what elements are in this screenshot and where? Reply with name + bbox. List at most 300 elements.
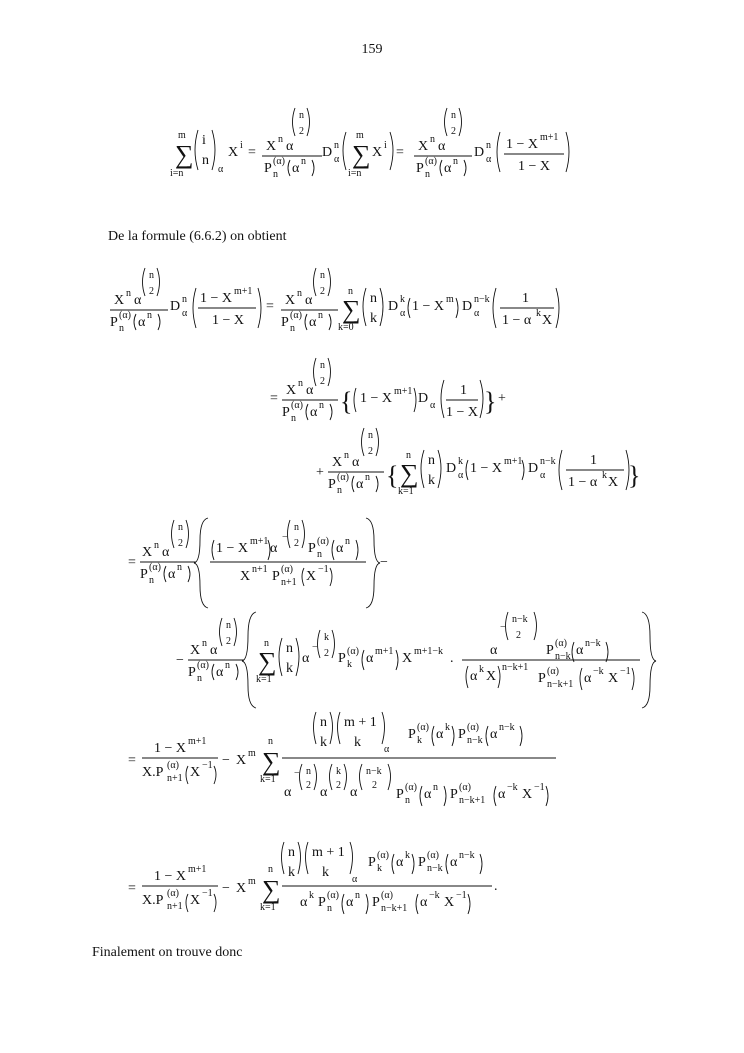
svg-text:n: n xyxy=(425,169,430,180)
svg-text:k: k xyxy=(445,722,450,733)
svg-text:α: α xyxy=(438,139,446,154)
svg-text:(α): (α) xyxy=(291,400,303,411)
svg-text:k: k xyxy=(400,294,405,305)
svg-text:α: α xyxy=(270,541,278,556)
svg-text:k: k xyxy=(347,659,352,670)
svg-text:n: n xyxy=(177,562,182,573)
svg-text:1 − X: 1 − X xyxy=(360,391,393,406)
svg-text:n−k+1: n−k+1 xyxy=(459,795,486,806)
svg-text:(α): (α) xyxy=(417,722,429,733)
svg-text:k: k xyxy=(370,311,377,326)
svg-text:(α): (α) xyxy=(317,536,329,547)
svg-text:α: α xyxy=(396,855,404,870)
svg-text:P: P xyxy=(368,855,376,870)
svg-text:n−k: n−k xyxy=(459,850,475,861)
svg-text:2: 2 xyxy=(336,780,341,791)
svg-text:α: α xyxy=(310,405,318,420)
svg-text:n: n xyxy=(197,673,202,684)
svg-text:n: n xyxy=(202,638,207,649)
equation-7 xyxy=(128,712,556,806)
svg-text:n: n xyxy=(299,110,304,121)
svg-text:α: α xyxy=(584,671,592,686)
svg-text:2: 2 xyxy=(178,538,183,549)
svg-text:n: n xyxy=(368,430,373,441)
svg-text:=: = xyxy=(128,753,136,768)
svg-text:i: i xyxy=(240,140,243,151)
svg-text:n: n xyxy=(344,450,349,461)
svg-text:n: n xyxy=(348,286,353,297)
svg-text:X: X xyxy=(418,139,429,154)
svg-text:α: α xyxy=(498,787,506,802)
svg-text:X: X xyxy=(285,293,296,308)
svg-text:k: k xyxy=(320,735,327,750)
svg-text:m: m xyxy=(248,748,256,759)
svg-text:n: n xyxy=(370,291,377,306)
svg-text:X: X xyxy=(542,313,553,328)
svg-text:2: 2 xyxy=(372,780,377,791)
svg-text:X: X xyxy=(114,293,125,308)
svg-text:2: 2 xyxy=(320,376,325,387)
svg-text:n: n xyxy=(119,323,124,334)
svg-text:(α): (α) xyxy=(425,156,437,167)
svg-text:2: 2 xyxy=(451,126,456,137)
svg-text:m: m xyxy=(356,130,364,141)
svg-text:(α): (α) xyxy=(197,660,209,671)
svg-text:n: n xyxy=(297,288,302,299)
svg-text:m+1: m+1 xyxy=(188,864,207,875)
svg-text:n: n xyxy=(154,540,159,551)
equation-2 xyxy=(110,268,559,334)
svg-text:α: α xyxy=(134,293,142,308)
svg-text:α: α xyxy=(486,154,492,165)
intro-text: De la formule (6.6.2) on obtient xyxy=(108,229,287,244)
svg-text:1 − X: 1 − X xyxy=(518,159,551,174)
svg-text:P: P xyxy=(396,787,404,802)
svg-text:n−k+1: n−k+1 xyxy=(547,679,574,690)
svg-text:n: n xyxy=(298,378,303,389)
sum-symbol: ∑ xyxy=(175,140,194,169)
svg-text:α: α xyxy=(138,315,146,330)
svg-text:n+1: n+1 xyxy=(167,773,183,784)
svg-text:−1: −1 xyxy=(318,564,329,575)
svg-text:α: α xyxy=(490,643,498,658)
svg-text:k: k xyxy=(322,865,329,880)
svg-text:n+1: n+1 xyxy=(252,564,268,575)
svg-text:m + 1: m + 1 xyxy=(312,845,345,860)
svg-text:−1: −1 xyxy=(456,890,467,901)
svg-text:−: − xyxy=(282,532,288,543)
svg-text:−: − xyxy=(380,555,388,570)
svg-text:n−k: n−k xyxy=(427,863,443,874)
svg-text:n: n xyxy=(319,400,324,411)
svg-text:α: α xyxy=(334,154,340,165)
svg-text:1: 1 xyxy=(522,291,529,306)
fraction-denominator: P xyxy=(264,161,272,176)
svg-text:n: n xyxy=(178,522,183,533)
svg-text:k: k xyxy=(536,308,541,319)
sum-upper-limit: m xyxy=(178,130,186,141)
svg-text:1: 1 xyxy=(590,453,597,468)
svg-text:P: P xyxy=(546,643,554,658)
svg-text:−: − xyxy=(500,622,506,633)
svg-text:(α): (α) xyxy=(555,638,567,649)
svg-text:−1: −1 xyxy=(620,666,631,677)
svg-text:n: n xyxy=(365,472,370,483)
svg-text:α: α xyxy=(576,643,584,658)
svg-text:n−k+1: n−k+1 xyxy=(381,903,408,914)
page-number: 159 xyxy=(361,42,383,57)
svg-text:n−k: n−k xyxy=(474,294,490,305)
svg-text:n+1: n+1 xyxy=(167,901,183,912)
svg-text:2: 2 xyxy=(306,780,311,791)
svg-text:D: D xyxy=(474,145,485,160)
svg-text:(α): (α) xyxy=(167,888,179,899)
svg-text:n: n xyxy=(345,536,350,547)
svg-text:n: n xyxy=(278,134,283,145)
svg-text:−k: −k xyxy=(429,890,440,901)
svg-text:n−k+1: n−k+1 xyxy=(502,662,529,673)
equation-6 xyxy=(176,612,656,708)
svg-text:m+1: m+1 xyxy=(394,386,413,397)
svg-text:(α): (α) xyxy=(459,782,471,793)
svg-text:(α): (α) xyxy=(547,666,559,677)
svg-text:k: k xyxy=(286,661,293,676)
svg-text:−: − xyxy=(312,642,318,653)
svg-text:n: n xyxy=(147,310,152,321)
svg-text:n: n xyxy=(264,638,269,649)
svg-text:(α): (α) xyxy=(149,562,161,573)
svg-text:X: X xyxy=(306,569,317,584)
svg-text:1 − X: 1 − X xyxy=(212,313,245,328)
equation-1 xyxy=(170,108,569,180)
svg-text:X: X xyxy=(402,651,413,666)
svg-text:−1: −1 xyxy=(534,782,545,793)
d-alpha-operator: D xyxy=(322,145,333,160)
svg-text:1 − X: 1 − X xyxy=(506,137,539,152)
svg-text:∑: ∑ xyxy=(342,295,361,324)
svg-text:2: 2 xyxy=(324,648,329,659)
svg-text:P: P xyxy=(538,671,546,686)
svg-text:α: α xyxy=(436,727,444,742)
svg-text:2: 2 xyxy=(299,126,304,137)
svg-text:n: n xyxy=(301,156,306,167)
svg-text:n: n xyxy=(327,903,332,914)
svg-text:α: α xyxy=(300,895,308,910)
svg-text:α: α xyxy=(352,874,358,885)
conclusion-text: Finalement on trouve donc xyxy=(92,945,243,960)
svg-text:X: X xyxy=(236,753,247,768)
svg-text:n: n xyxy=(294,522,299,533)
svg-text:α: α xyxy=(182,308,188,319)
svg-text:{: { xyxy=(340,387,353,416)
svg-text:X: X xyxy=(190,643,201,658)
svg-text:X: X xyxy=(236,881,247,896)
svg-text:k: k xyxy=(479,664,484,675)
svg-text:1 − X: 1 − X xyxy=(446,405,479,420)
svg-text:X: X xyxy=(372,145,383,160)
svg-text:P: P xyxy=(338,651,346,666)
svg-text:n: n xyxy=(453,156,458,167)
svg-text:n: n xyxy=(291,413,296,424)
svg-text:P: P xyxy=(110,315,118,330)
x-power-i: X xyxy=(228,145,239,160)
svg-text:.: . xyxy=(450,651,454,666)
svg-text:(α): (α) xyxy=(377,850,389,861)
svg-text:2: 2 xyxy=(149,286,154,297)
binom-bottom: n xyxy=(202,153,209,168)
svg-text:α: α xyxy=(320,785,328,800)
svg-text:P: P xyxy=(328,477,336,492)
svg-text:X: X xyxy=(190,765,201,780)
svg-text:=: = xyxy=(128,881,136,896)
svg-text:α: α xyxy=(162,545,170,560)
svg-text:(α): (α) xyxy=(327,890,339,901)
svg-text:+: + xyxy=(316,465,324,480)
svg-text:D: D xyxy=(170,299,181,314)
svg-text:D: D xyxy=(388,299,399,314)
svg-text:α: α xyxy=(350,785,358,800)
svg-text:1 − X: 1 − X xyxy=(200,291,233,306)
svg-text:α: α xyxy=(286,139,294,154)
svg-text:2: 2 xyxy=(226,636,231,647)
svg-text:n: n xyxy=(149,270,154,281)
svg-text:D: D xyxy=(528,461,539,476)
svg-text:α: α xyxy=(309,315,317,330)
svg-text:n: n xyxy=(320,360,325,371)
svg-text:k=1: k=1 xyxy=(398,486,414,497)
svg-text:(α): (α) xyxy=(337,472,349,483)
svg-text:α: α xyxy=(336,541,344,556)
svg-text:n: n xyxy=(290,323,295,334)
svg-text:k: k xyxy=(288,865,295,880)
binom-right-paren xyxy=(212,130,215,170)
svg-text:1 − X: 1 − X xyxy=(470,461,503,476)
svg-text:n: n xyxy=(273,169,278,180)
svg-text:n: n xyxy=(126,288,131,299)
svg-text:X: X xyxy=(332,455,343,470)
svg-text:n−k: n−k xyxy=(540,456,556,467)
svg-text:α: α xyxy=(292,161,300,176)
equals-sign: = xyxy=(248,145,256,160)
svg-text:m + 1: m + 1 xyxy=(344,715,377,730)
svg-text:α: α xyxy=(302,651,310,666)
svg-text:n: n xyxy=(337,485,342,496)
svg-text:X.P: X.P xyxy=(142,765,164,780)
svg-text:k: k xyxy=(405,850,410,861)
svg-text:n−k: n−k xyxy=(555,651,571,662)
svg-text:n: n xyxy=(451,110,456,121)
svg-text:n: n xyxy=(268,864,273,875)
svg-text:.: . xyxy=(494,879,498,894)
binom-left-paren xyxy=(195,130,198,170)
svg-text:α: α xyxy=(490,727,498,742)
svg-text:k=0: k=0 xyxy=(338,322,354,333)
svg-text:k=1: k=1 xyxy=(260,902,276,913)
svg-text:k: k xyxy=(324,632,329,643)
sum-lower-limit: i=n xyxy=(170,168,184,179)
svg-text:P: P xyxy=(188,665,196,680)
svg-text:n: n xyxy=(334,140,339,151)
equation-5 xyxy=(128,518,388,608)
svg-text:2: 2 xyxy=(368,446,373,457)
svg-text:−1: −1 xyxy=(202,760,213,771)
svg-text:α: α xyxy=(400,308,406,319)
svg-text:P: P xyxy=(282,405,290,420)
equation-8 xyxy=(128,842,498,914)
svg-text:}: } xyxy=(484,387,497,416)
svg-text:α: α xyxy=(305,293,313,308)
svg-text:(α): (α) xyxy=(467,722,479,733)
svg-text:n: n xyxy=(268,736,273,747)
svg-text:1 − α: 1 − α xyxy=(568,475,598,490)
svg-text:n: n xyxy=(149,575,154,586)
svg-text:1: 1 xyxy=(460,383,467,398)
svg-text:m+1: m+1 xyxy=(188,736,207,747)
svg-text:1 − α: 1 − α xyxy=(502,313,532,328)
svg-text:P: P xyxy=(418,855,426,870)
svg-text:n: n xyxy=(286,641,293,656)
svg-text:n−k: n−k xyxy=(499,722,515,733)
svg-text:−: − xyxy=(222,881,230,896)
svg-text:∑: ∑ xyxy=(262,875,281,904)
svg-text:i: i xyxy=(384,140,387,151)
svg-text:α: α xyxy=(216,665,224,680)
svg-text:X: X xyxy=(444,895,455,910)
svg-text:P: P xyxy=(308,541,316,556)
svg-text:P: P xyxy=(140,567,148,582)
svg-text:(α): (α) xyxy=(281,564,293,575)
svg-text:n: n xyxy=(318,310,323,321)
svg-text:n: n xyxy=(405,795,410,806)
svg-text:−k: −k xyxy=(507,782,518,793)
svg-text:m+1: m+1 xyxy=(540,132,559,143)
svg-text:1 − X: 1 − X xyxy=(154,869,187,884)
equation-3 xyxy=(270,358,506,424)
svg-text:α: α xyxy=(384,744,390,755)
svg-text:∑: ∑ xyxy=(258,647,277,676)
svg-text:α: α xyxy=(450,855,458,870)
svg-text:n−k: n−k xyxy=(467,735,483,746)
svg-text:m: m xyxy=(248,876,256,887)
svg-text:1 − X: 1 − X xyxy=(412,299,445,314)
svg-text:n: n xyxy=(355,890,360,901)
svg-text:−: − xyxy=(176,653,184,668)
svg-text:α: α xyxy=(458,470,464,481)
svg-text:X.P: X.P xyxy=(142,893,164,908)
svg-text:D: D xyxy=(462,299,473,314)
svg-text:n+1: n+1 xyxy=(281,577,297,588)
svg-text:P: P xyxy=(272,569,280,584)
svg-text:m+1−k: m+1−k xyxy=(414,646,444,657)
svg-text:α: α xyxy=(470,669,478,684)
svg-text:P: P xyxy=(281,315,289,330)
svg-text:α: α xyxy=(352,455,360,470)
svg-text:α: α xyxy=(430,400,436,411)
svg-text:α: α xyxy=(540,470,546,481)
svg-text:D: D xyxy=(418,391,429,406)
svg-text:=: = xyxy=(270,391,278,406)
svg-text:m+1: m+1 xyxy=(375,646,394,657)
svg-text:P: P xyxy=(408,727,416,742)
svg-text:(α): (α) xyxy=(347,646,359,657)
svg-text:n: n xyxy=(226,620,231,631)
svg-text:X: X xyxy=(486,669,497,684)
svg-text:α: α xyxy=(210,643,218,658)
svg-text:α: α xyxy=(424,787,432,802)
svg-text:k: k xyxy=(602,470,607,481)
svg-text:n: n xyxy=(317,549,322,560)
svg-text:n: n xyxy=(428,453,435,468)
svg-text:m+1: m+1 xyxy=(234,286,253,297)
svg-text:n: n xyxy=(182,294,187,305)
svg-text:m: m xyxy=(446,294,454,305)
svg-text:n−k: n−k xyxy=(585,638,601,649)
svg-text:k: k xyxy=(417,735,422,746)
svg-text:P: P xyxy=(458,727,466,742)
svg-text:X: X xyxy=(608,475,619,490)
svg-text:1 − X: 1 − X xyxy=(154,741,187,756)
svg-text:∑: ∑ xyxy=(262,747,281,776)
svg-text:2: 2 xyxy=(320,286,325,297)
svg-text:k: k xyxy=(354,735,361,750)
svg-text:m+1: m+1 xyxy=(504,456,523,467)
svg-text:α: α xyxy=(444,161,452,176)
svg-text:+: + xyxy=(498,391,506,406)
svg-text:P: P xyxy=(450,787,458,802)
svg-text:=: = xyxy=(266,299,274,314)
svg-text:n: n xyxy=(225,660,230,671)
svg-text:1 − X: 1 − X xyxy=(216,541,249,556)
svg-text:i=n: i=n xyxy=(348,168,362,179)
svg-text:n: n xyxy=(320,270,325,281)
svg-text:n: n xyxy=(406,450,411,461)
svg-text:P: P xyxy=(372,895,380,910)
svg-text:k: k xyxy=(458,456,463,467)
svg-text:k: k xyxy=(377,863,382,874)
svg-text:P: P xyxy=(318,895,326,910)
svg-text:}: } xyxy=(628,461,641,490)
svg-text:α: α xyxy=(420,895,428,910)
svg-text:X: X xyxy=(240,569,251,584)
svg-text:=: = xyxy=(128,555,136,570)
svg-text:X: X xyxy=(190,893,201,908)
svg-text:X: X xyxy=(522,787,533,802)
svg-text:n: n xyxy=(430,134,435,145)
svg-text:α: α xyxy=(306,383,314,398)
svg-text:(α): (α) xyxy=(290,310,302,321)
svg-text:P: P xyxy=(416,161,424,176)
svg-text:(α): (α) xyxy=(427,850,439,861)
svg-text:n: n xyxy=(288,845,295,860)
svg-text:(α): (α) xyxy=(167,760,179,771)
svg-text:α: α xyxy=(366,651,374,666)
svg-text:m+1: m+1 xyxy=(250,536,269,547)
svg-text:D: D xyxy=(446,461,457,476)
svg-text:n: n xyxy=(433,782,438,793)
svg-text:α: α xyxy=(284,785,292,800)
svg-text:k: k xyxy=(428,473,435,488)
svg-text:X: X xyxy=(286,383,297,398)
svg-text:{: { xyxy=(386,461,399,490)
svg-text:k: k xyxy=(309,890,314,901)
svg-text:(α): (α) xyxy=(119,310,131,321)
svg-text:−: − xyxy=(222,753,230,768)
equation-4 xyxy=(316,428,640,497)
svg-text:n−k: n−k xyxy=(512,614,528,625)
svg-text:=: = xyxy=(396,145,404,160)
svg-text:n: n xyxy=(486,140,491,151)
svg-text:k=1: k=1 xyxy=(256,674,272,685)
